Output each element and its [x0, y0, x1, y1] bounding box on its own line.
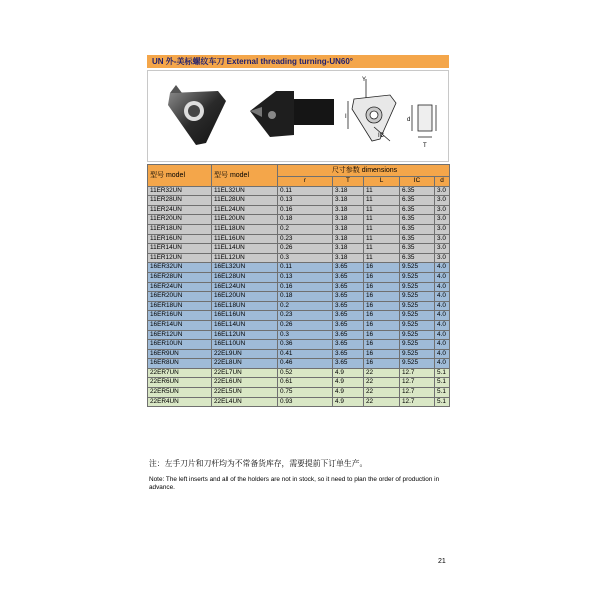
l-cell: 16 [364, 292, 400, 302]
r-cell: 0.93 [278, 397, 333, 407]
d-cell: 3.0 [435, 244, 450, 254]
l-cell: 16 [364, 359, 400, 369]
d-cell: 3.0 [435, 215, 450, 225]
r-cell: 0.13 [278, 272, 333, 282]
left-model-cell: 16EL14UN [212, 320, 278, 330]
left-model-cell: 22EL8UN [212, 359, 278, 369]
l-cell: 11 [364, 196, 400, 206]
t-cell: 3.18 [333, 205, 364, 215]
left-model-cell: 22EL7UN [212, 368, 278, 378]
r-cell: 0.18 [278, 292, 333, 302]
table-row [148, 388, 450, 398]
header-d: d [435, 177, 450, 187]
left-model-cell: 16EL12UN [212, 330, 278, 340]
l-cell: 16 [364, 340, 400, 350]
d-cell: 3.0 [435, 196, 450, 206]
right-model-cell: 16ER20UN [148, 292, 212, 302]
left-model-cell: 22EL4UN [212, 397, 278, 407]
diagram-label-i: I [345, 114, 347, 120]
ic-cell: 9.525 [400, 301, 435, 311]
ic-cell: 9.525 [400, 292, 435, 302]
ic-cell: 12.7 [400, 378, 435, 388]
r-cell: 0.75 [278, 388, 333, 398]
r-cell: 0.11 [278, 186, 333, 196]
r-cell: 0.26 [278, 244, 333, 254]
l-cell: 22 [364, 368, 400, 378]
header-l: L [364, 177, 400, 187]
d-cell: 4.0 [435, 340, 450, 350]
d-cell: 4.0 [435, 330, 450, 340]
t-cell: 4.9 [333, 388, 364, 398]
d-cell: 3.0 [435, 224, 450, 234]
r-cell: 0.2 [278, 224, 333, 234]
left-model-cell: 11EL32UN [212, 186, 278, 196]
r-cell: 0.3 [278, 330, 333, 340]
l-cell: 22 [364, 388, 400, 398]
t-cell: 3.65 [333, 282, 364, 292]
r-cell: 0.36 [278, 340, 333, 350]
right-model-cell: 16ER16UN [148, 311, 212, 321]
left-model-cell: 16EL18UN [212, 301, 278, 311]
r-cell: 0.41 [278, 349, 333, 359]
t-cell: 3.65 [333, 330, 364, 340]
table-row [148, 359, 450, 369]
t-cell: 3.65 [333, 292, 364, 302]
table-row [148, 272, 450, 282]
left-model-cell: 16EL10UN [212, 340, 278, 350]
t-cell: 4.9 [333, 397, 364, 407]
t-cell: 3.65 [333, 311, 364, 321]
right-model-cell: 16ER9UN [148, 349, 212, 359]
page-number: 21 [438, 558, 446, 565]
ic-cell: 12.7 [400, 397, 435, 407]
left-model-cell: 11EL24UN [212, 205, 278, 215]
left-model-cell: 22EL5UN [212, 388, 278, 398]
t-cell: 3.18 [333, 234, 364, 244]
l-cell: 16 [364, 263, 400, 273]
diagram-label-ic: IC [378, 133, 384, 139]
right-model-cell: 11ER24UN [148, 205, 212, 215]
r-cell: 0.46 [278, 359, 333, 369]
right-model-cell: 22ER6UN [148, 378, 212, 388]
r-cell: 0.11 [278, 263, 333, 273]
left-model-cell: 16EL28UN [212, 272, 278, 282]
diagram-label-d: d [407, 117, 411, 123]
table-row [148, 340, 450, 350]
l-cell: 16 [364, 349, 400, 359]
ic-cell: 6.35 [400, 253, 435, 263]
right-model-cell: 22ER5UN [148, 388, 212, 398]
left-model-cell: 11EL12UN [212, 253, 278, 263]
table-row [148, 196, 450, 206]
header-r: r [278, 177, 333, 187]
t-cell: 3.18 [333, 196, 364, 206]
section-title: UN 外-美标螺纹车刀 External threading turning-UN60° [147, 55, 449, 68]
l-cell: 16 [364, 311, 400, 321]
d-cell: 4.0 [435, 263, 450, 273]
d-cell: 5.1 [435, 378, 450, 388]
d-cell: 4.0 [435, 320, 450, 330]
left-model-cell: 22EL9UN [212, 349, 278, 359]
t-cell: 3.18 [333, 253, 364, 263]
table-row [148, 311, 450, 321]
table-row [148, 253, 450, 263]
ic-cell: 9.525 [400, 272, 435, 282]
d-cell: 3.0 [435, 253, 450, 263]
r-cell: 0.52 [278, 368, 333, 378]
d-cell: 4.0 [435, 359, 450, 369]
l-cell: 11 [364, 224, 400, 234]
l-cell: 16 [364, 272, 400, 282]
ic-cell: 9.525 [400, 320, 435, 330]
right-model-cell: 11ER32UN [148, 186, 212, 196]
table-row [148, 368, 450, 378]
right-model-cell: 22ER7UN [148, 368, 212, 378]
d-cell: 4.0 [435, 349, 450, 359]
holder-photo [240, 71, 340, 159]
ic-cell: 9.525 [400, 311, 435, 321]
d-cell: 5.1 [435, 368, 450, 378]
table-row [148, 378, 450, 388]
r-cell: 0.61 [278, 378, 333, 388]
t-cell: 3.18 [333, 224, 364, 234]
t-cell: 3.18 [333, 215, 364, 225]
r-cell: 0.18 [278, 215, 333, 225]
d-cell: 3.0 [435, 186, 450, 196]
header-model-left: 型号 model [212, 165, 278, 187]
table-row [148, 186, 450, 196]
ic-cell: 9.525 [400, 340, 435, 350]
right-model-cell: 11ER16UN [148, 234, 212, 244]
r-cell: 0.3 [278, 253, 333, 263]
left-model-cell: 11EL16UN [212, 234, 278, 244]
table-row [148, 244, 450, 254]
l-cell: 22 [364, 378, 400, 388]
ic-cell: 9.525 [400, 330, 435, 340]
t-cell: 3.65 [333, 301, 364, 311]
l-cell: 11 [364, 234, 400, 244]
r-cell: 0.23 [278, 311, 333, 321]
right-model-cell: 16ER28UN [148, 272, 212, 282]
left-model-cell: 16EL32UN [212, 263, 278, 273]
l-cell: 16 [364, 320, 400, 330]
t-cell: 3.65 [333, 263, 364, 273]
insert-dimension-diagram [344, 71, 448, 159]
table-row [148, 320, 450, 330]
r-cell: 0.23 [278, 234, 333, 244]
left-model-cell: 11EL18UN [212, 224, 278, 234]
l-cell: 11 [364, 244, 400, 254]
table-row [148, 224, 450, 234]
d-cell: 4.0 [435, 311, 450, 321]
ic-cell: 9.525 [400, 349, 435, 359]
ic-cell: 6.35 [400, 234, 435, 244]
right-model-cell: 16ER12UN [148, 330, 212, 340]
right-model-cell: 22ER4UN [148, 397, 212, 407]
table-row [148, 301, 450, 311]
diagram-label-t: T [423, 143, 427, 149]
note-chinese: 注：左手刀片和刀杆均为不常备货库存，需要提前下订单生产。 [149, 459, 368, 468]
right-model-cell: 11ER12UN [148, 253, 212, 263]
header-model-right: 型号 model [148, 165, 212, 187]
spec-table [147, 164, 450, 407]
t-cell: 3.18 [333, 244, 364, 254]
l-cell: 16 [364, 282, 400, 292]
right-model-cell: 11ER18UN [148, 224, 212, 234]
diagram-label-y: Y [362, 77, 367, 83]
table-row [148, 215, 450, 225]
r-cell: 0.26 [278, 320, 333, 330]
t-cell: 4.9 [333, 378, 364, 388]
r-cell: 0.16 [278, 205, 333, 215]
table-row [148, 330, 450, 340]
right-model-cell: 16ER8UN [148, 359, 212, 369]
t-cell: 3.65 [333, 349, 364, 359]
t-cell: 3.18 [333, 186, 364, 196]
ic-cell: 6.35 [400, 215, 435, 225]
l-cell: 11 [364, 253, 400, 263]
header-t: T [333, 177, 364, 187]
right-model-cell: 11ER20UN [148, 215, 212, 225]
ic-cell: 6.35 [400, 186, 435, 196]
d-cell: 4.0 [435, 301, 450, 311]
ic-cell: 12.7 [400, 368, 435, 378]
ic-cell: 6.35 [400, 224, 435, 234]
table-row [148, 282, 450, 292]
table-row [148, 263, 450, 273]
note-english: Note: The left inserts and all of the holders are not in stock, so it need to plan the order of production in advance. [149, 476, 440, 491]
right-model-cell: 16ER32UN [148, 263, 212, 273]
right-model-cell: 16ER18UN [148, 301, 212, 311]
ic-cell: 9.525 [400, 282, 435, 292]
d-cell: 4.0 [435, 272, 450, 282]
table-row [148, 234, 450, 244]
r-cell: 0.16 [278, 282, 333, 292]
d-cell: 5.1 [435, 388, 450, 398]
table-row [148, 397, 450, 407]
right-model-cell: 11ER28UN [148, 196, 212, 206]
header-ic: IC [400, 177, 435, 187]
left-model-cell: 16EL20UN [212, 292, 278, 302]
ic-cell: 12.7 [400, 388, 435, 398]
t-cell: 3.65 [333, 320, 364, 330]
insert-photo [162, 71, 232, 159]
t-cell: 4.9 [333, 368, 364, 378]
ic-cell: 9.525 [400, 263, 435, 273]
left-model-cell: 16EL16UN [212, 311, 278, 321]
l-cell: 11 [364, 205, 400, 215]
left-model-cell: 11EL14UN [212, 244, 278, 254]
d-cell: 3.0 [435, 234, 450, 244]
ic-cell: 6.35 [400, 244, 435, 254]
r-cell: 0.13 [278, 196, 333, 206]
ic-cell: 6.35 [400, 205, 435, 215]
l-cell: 11 [364, 215, 400, 225]
l-cell: 16 [364, 301, 400, 311]
table-row [148, 292, 450, 302]
right-model-cell: 16ER10UN [148, 340, 212, 350]
left-model-cell: 11EL28UN [212, 196, 278, 206]
table-row [148, 349, 450, 359]
r-cell: 0.2 [278, 301, 333, 311]
ic-cell: 6.35 [400, 196, 435, 206]
left-model-cell: 16EL24UN [212, 282, 278, 292]
d-cell: 3.0 [435, 205, 450, 215]
header-dimensions: 尺寸参数 dimensions [278, 165, 450, 177]
right-model-cell: 11ER14UN [148, 244, 212, 254]
table-row [148, 205, 450, 215]
right-model-cell: 16ER14UN [148, 320, 212, 330]
l-cell: 22 [364, 397, 400, 407]
left-model-cell: 22EL6UN [212, 378, 278, 388]
d-cell: 5.1 [435, 397, 450, 407]
t-cell: 3.65 [333, 359, 364, 369]
left-model-cell: 11EL20UN [212, 215, 278, 225]
ic-cell: 9.525 [400, 359, 435, 369]
right-model-cell: 16ER24UN [148, 282, 212, 292]
t-cell: 3.65 [333, 340, 364, 350]
product-image-strip [147, 70, 449, 162]
l-cell: 11 [364, 186, 400, 196]
t-cell: 3.65 [333, 272, 364, 282]
l-cell: 16 [364, 330, 400, 340]
d-cell: 4.0 [435, 292, 450, 302]
d-cell: 4.0 [435, 282, 450, 292]
spec-table-body [148, 186, 450, 407]
